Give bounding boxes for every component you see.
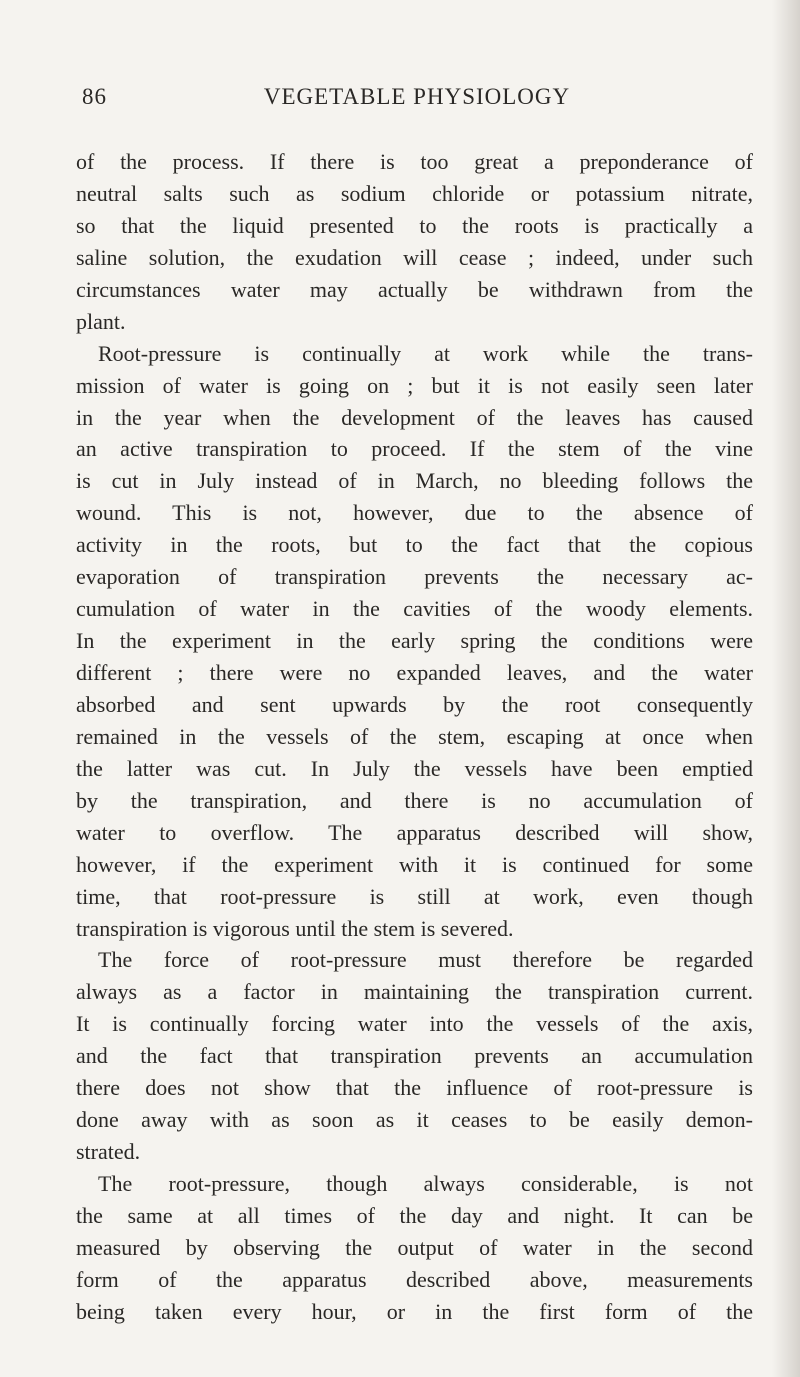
text-line: The root-pressure, though always considerable, is not <box>98 1171 753 1196</box>
text-line: circumstances water may actually be withdrawn from the <box>76 276 753 302</box>
text-line: plant. <box>76 308 126 334</box>
text-line: remained in the vessels of the stem, escaping at once when <box>76 723 753 749</box>
text-line: so that the liquid presented to the roots is practically a <box>76 212 753 238</box>
text-line: an active transpiration to proceed. If the stem of the vine <box>76 436 753 462</box>
text-line: form of the apparatus described above, measurements <box>76 1266 753 1292</box>
text-line: and the fact that transpiration prevents an accumulation <box>76 1043 753 1069</box>
text-line: the same at all times of the day and night. It can be <box>76 1202 753 1228</box>
text-line: the latter was cut. In July the vessels have been emptied <box>76 755 753 781</box>
text-line: different ; there were no expanded leaves, and the water <box>76 660 753 685</box>
text-line: of the process. If there is too great a preponderance of <box>76 149 753 174</box>
text-line: by the transpiration, and there is no accumulation of <box>76 787 753 813</box>
text-line: neutral salts such as sodium chloride or potassium nitrate, <box>76 180 753 206</box>
running-header <box>82 84 752 116</box>
text-line: done away with as soon as it ceases to be easily demon- <box>76 1107 753 1133</box>
text-line: The force of root-pressure must therefore be regarded <box>98 947 753 973</box>
text-line: saline solution, the exudation will cease ; indeed, under such <box>76 244 753 270</box>
text-line: time, that root-pressure is still at work, even though <box>76 883 753 909</box>
text-line: however, if the experiment with it is continued for some <box>76 851 753 877</box>
text-line: cumulation of water in the cavities of the woody elements. <box>76 596 753 622</box>
text-line: transpiration is vigorous until the stem is severed. <box>76 915 514 941</box>
text-line: evaporation of transpiration prevents the necessary ac- <box>76 564 753 590</box>
text-line: In the experiment in the early spring the conditions were <box>76 628 753 654</box>
text-line: activity in the roots, but to the fact that the copious <box>76 532 753 558</box>
text-line: Root-pressure is continually at work while the trans- <box>98 340 753 366</box>
running-title: VEGETABLE PHYSIOLOGY <box>263 84 571 109</box>
body-text <box>76 146 753 1328</box>
text-line: always as a factor in maintaining the transpiration current. <box>76 979 753 1005</box>
text-line: there does not show that the influence of root-pressure is <box>76 1075 753 1101</box>
text-line: strated. <box>76 1139 141 1165</box>
text-line: measured by observing the output of water in the second <box>76 1234 753 1260</box>
text-line: in the year when the development of the leaves has caused <box>76 404 753 430</box>
text-line: being taken every hour, or in the first form of the <box>76 1298 753 1324</box>
text-line: It is continually forcing water into the vessels of the axis, <box>76 1011 753 1037</box>
text-line: is cut in July instead of in March, no bleeding follows the <box>76 468 753 494</box>
page-number: 86 <box>82 84 107 109</box>
page-edge-shadow <box>772 0 800 1377</box>
text-line: wound. This is not, however, due to the absence of <box>76 500 753 526</box>
text-line: absorbed and sent upwards by the root consequently <box>76 691 753 717</box>
text-line: water to overflow. The apparatus described will show, <box>76 819 753 845</box>
text-line: mission of water is going on ; but it is not easily seen later <box>76 372 753 398</box>
